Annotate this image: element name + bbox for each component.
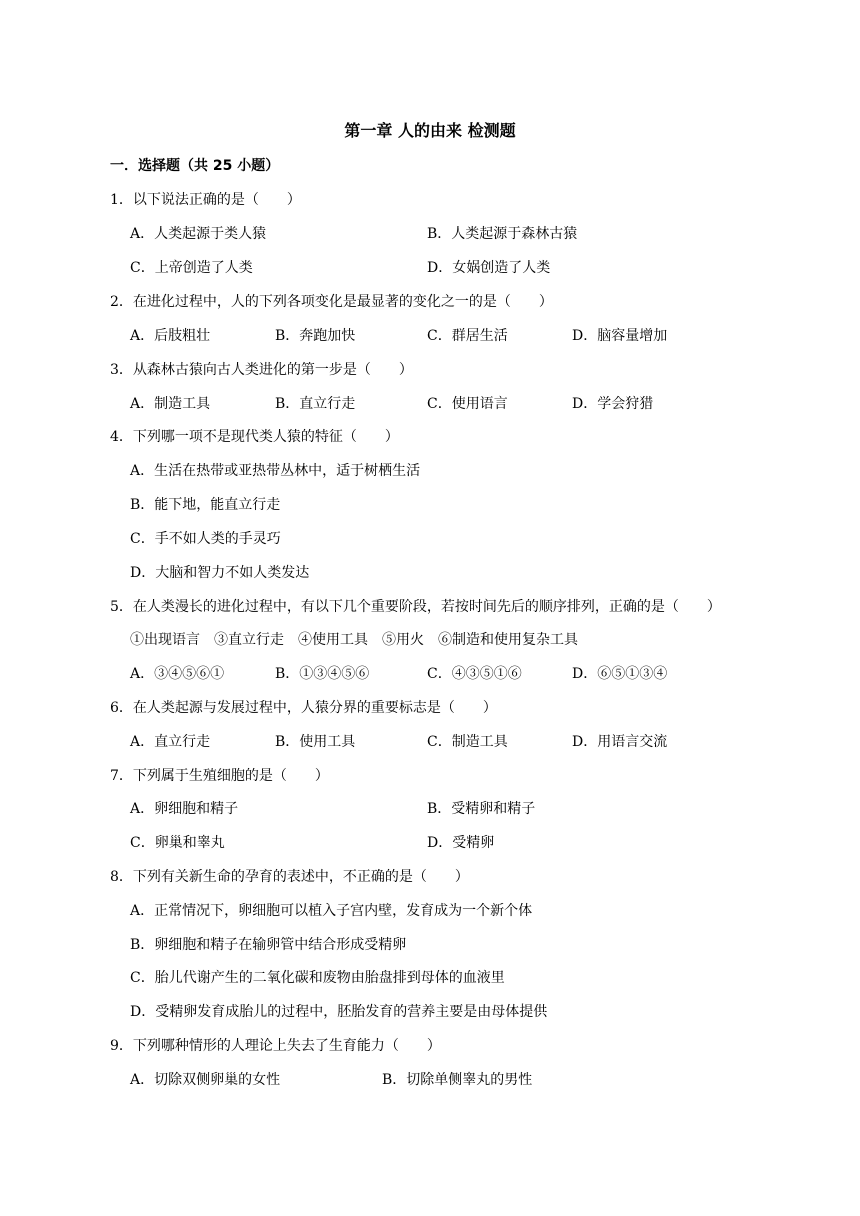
answer-option[interactable]: A．制造工具 bbox=[130, 396, 211, 412]
answer-option[interactable]: B．人类起源于森林古猿 bbox=[427, 226, 578, 242]
question-sequence: ①出现语言 ③直立行走 ④使用工具 ⑤用火 ⑥制造和使用复杂工具 bbox=[130, 632, 578, 648]
question-stem: 9．下列哪种情形的人理论上失去了生育能力（ ） bbox=[110, 1038, 441, 1054]
answer-option[interactable]: C．群居生活 bbox=[427, 328, 508, 344]
question-stem: 6．在人类起源与发展过程中，人猿分界的重要标志是（ ） bbox=[110, 700, 497, 716]
answer-option[interactable]: C．上帝创造了人类 bbox=[130, 260, 253, 276]
answer-option[interactable]: A．切除双侧卵巢的女性 bbox=[130, 1072, 281, 1088]
answer-option[interactable]: C．制造工具 bbox=[427, 734, 508, 750]
answer-option[interactable]: A．生活在热带或亚热带丛林中，适于树栖生活 bbox=[130, 463, 421, 479]
answer-option[interactable]: B．使用工具 bbox=[275, 734, 356, 750]
question-stem: 8．下列有关新生命的孕育的表述中，不正确的是（ ） bbox=[110, 869, 469, 885]
answer-option[interactable]: D．大脑和智力不如人类发达 bbox=[130, 565, 310, 581]
question-stem: 3．从森林古猿向古人类进化的第一步是（ ） bbox=[110, 362, 413, 378]
question-stem: 4．下列哪一项不是现代类人猿的特征（ ） bbox=[110, 429, 399, 445]
answer-option[interactable]: B．能下地，能直立行走 bbox=[130, 497, 281, 513]
answer-option[interactable]: C．手不如人类的手灵巧 bbox=[130, 531, 281, 547]
answer-option[interactable]: B．切除单侧睾丸的男性 bbox=[382, 1072, 533, 1088]
answer-option[interactable]: A．直立行走 bbox=[130, 734, 211, 750]
answer-option[interactable]: D．⑥⑤①③④ bbox=[572, 666, 668, 682]
answer-option[interactable]: D．学会狩猎 bbox=[572, 396, 654, 412]
answer-option[interactable]: D．女娲创造了人类 bbox=[427, 260, 551, 276]
answer-option[interactable]: C．胎儿代谢产生的二氧化碳和废物由胎盘排到母体的血液里 bbox=[130, 970, 505, 986]
question-stem: 5．在人类漫长的进化过程中，有以下几个重要阶段，若按时间先后的顺序排列，正确的是（ ） bbox=[110, 599, 721, 615]
answer-option[interactable]: B．受精卵和精子 bbox=[427, 801, 536, 817]
answer-option[interactable]: C．使用语言 bbox=[427, 396, 508, 412]
page-title: 第一章 人的由来 检测题 bbox=[344, 121, 516, 140]
answer-option[interactable]: D．脑容量增加 bbox=[572, 328, 668, 344]
question-stem: 2．在进化过程中，人的下列各项变化是最显著的变化之一的是（ ） bbox=[110, 294, 553, 310]
answer-option[interactable]: D．受精卵 bbox=[427, 835, 495, 851]
answer-option[interactable]: B．①③④⑤⑥ bbox=[275, 666, 370, 682]
answer-option[interactable]: B．奔跑加快 bbox=[275, 328, 356, 344]
answer-option[interactable]: C．卵巢和睾丸 bbox=[130, 835, 225, 851]
answer-option[interactable]: A．人类起源于类人猿 bbox=[130, 226, 267, 242]
answer-option[interactable]: A．后肢粗壮 bbox=[130, 328, 211, 344]
answer-option[interactable]: B．直立行走 bbox=[275, 396, 356, 412]
answer-option[interactable]: D．用语言交流 bbox=[572, 734, 668, 750]
question-stem: 7．下列属于生殖细胞的是（ ） bbox=[110, 768, 329, 784]
answer-option[interactable]: A．③④⑤⑥① bbox=[130, 666, 225, 682]
answer-option[interactable]: D．受精卵发育成胎儿的过程中，胚胎发育的营养主要是由母体提供 bbox=[130, 1004, 548, 1020]
section-heading: 一．选择题（共 25 小题） bbox=[110, 158, 280, 174]
answer-option[interactable]: C．④③⑤①⑥ bbox=[427, 666, 522, 682]
answer-option[interactable]: B．卵细胞和精子在输卵管中结合形成受精卵 bbox=[130, 937, 407, 953]
answer-option[interactable]: A．正常情况下，卵细胞可以植入子宫内壁，发育成为一个新个体 bbox=[130, 903, 533, 919]
question-stem: 1．以下说法正确的是（ ） bbox=[110, 192, 301, 208]
answer-option[interactable]: A．卵细胞和精子 bbox=[130, 801, 239, 817]
